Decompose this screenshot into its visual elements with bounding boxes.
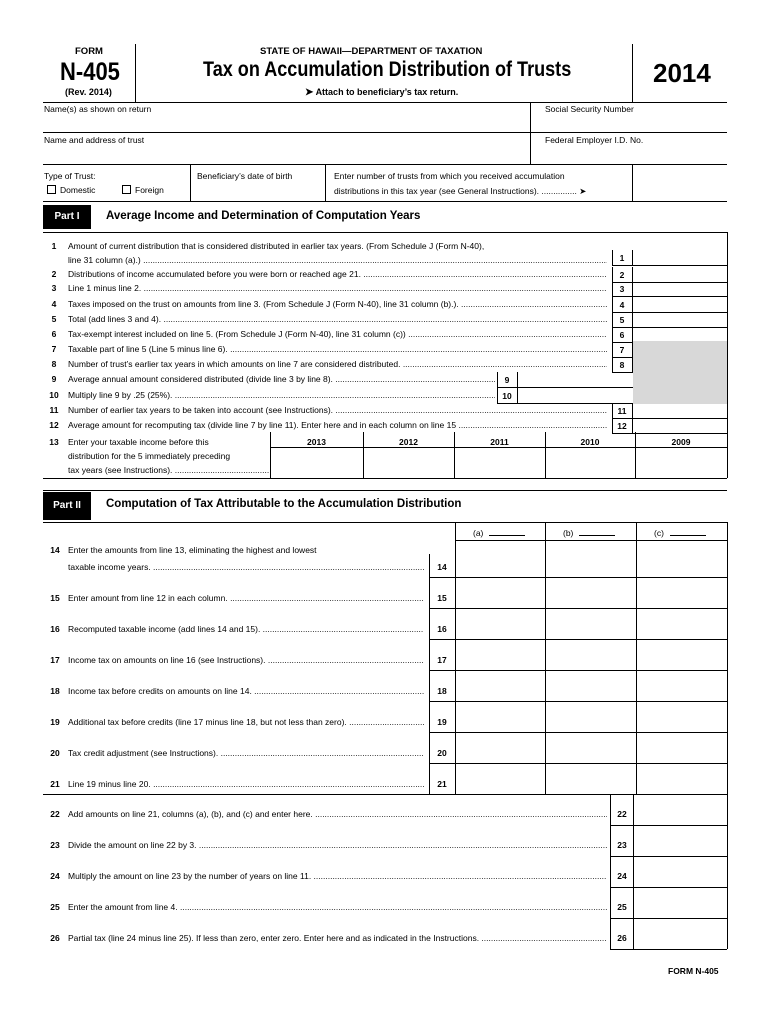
foreign-option[interactable] bbox=[122, 185, 164, 195]
line-24-number: 24 bbox=[50, 871, 60, 881]
line-8-text: Number of trust’s earlier tax years in which amounts on line 7 are considered distributed. ..... bbox=[68, 359, 607, 369]
line-17-number: 17 bbox=[50, 655, 60, 665]
line-1-input[interactable] bbox=[633, 250, 726, 265]
line-18-number: 18 bbox=[50, 686, 60, 696]
line-15-box-label: 15 bbox=[437, 593, 447, 603]
line-11-number: 11 bbox=[49, 405, 59, 415]
ssn-label: Social Security Number bbox=[545, 104, 634, 114]
arrow-right-icon: ➤ bbox=[305, 87, 314, 98]
line-25-input[interactable] bbox=[634, 888, 726, 917]
line-19-text: Additional tax before credits (line 17 minus line 18, but not less than zero). ..... bbox=[68, 717, 424, 727]
line-26-input[interactable] bbox=[634, 919, 726, 948]
form-number: N-405 bbox=[60, 58, 120, 86]
line-5-box-label: 5 bbox=[619, 315, 625, 325]
domestic-option[interactable] bbox=[47, 185, 95, 195]
line-3-input[interactable] bbox=[633, 281, 726, 296]
line-15-text: Enter amount from line 12 in each column. ..... bbox=[68, 593, 424, 603]
line-6-box-label: 6 bbox=[619, 330, 625, 340]
ssn-input[interactable] bbox=[532, 116, 727, 131]
line-3-box-label: 3 bbox=[619, 284, 625, 294]
line-7-box-label: 7 bbox=[619, 345, 625, 355]
line-23-number: 23 bbox=[50, 840, 60, 850]
part2-title: Computation of Tax Attributable to the Accumulation Distribution bbox=[106, 498, 462, 510]
line-21-box-label: 21 bbox=[437, 779, 447, 789]
line-4-box-label: 4 bbox=[619, 300, 625, 310]
line-4-input[interactable] bbox=[633, 297, 726, 312]
year-header-2009: 2009 bbox=[671, 437, 691, 447]
num-trusts-input[interactable] bbox=[634, 166, 727, 200]
address-input[interactable] bbox=[43, 147, 529, 163]
line-14-text: Enter the amounts from line 13, eliminating the highest and lowest bbox=[68, 545, 317, 555]
line-2-input[interactable] bbox=[633, 267, 726, 282]
line-6-number: 6 bbox=[51, 329, 57, 339]
line-18-input-c[interactable] bbox=[637, 671, 726, 700]
address-label: Name and address of trust bbox=[44, 135, 145, 145]
line-1-number: 1 bbox=[51, 241, 57, 251]
line-17-input-b[interactable] bbox=[546, 640, 635, 669]
dob-input[interactable] bbox=[192, 183, 322, 200]
line-18-text: Income tax before credits on amounts on line 14. ..... bbox=[68, 686, 424, 696]
line-24-box-label: 24 bbox=[617, 871, 627, 881]
line-19-input-b[interactable] bbox=[546, 702, 635, 731]
line-16-input-c[interactable] bbox=[637, 609, 726, 638]
names-label: Name(s) as shown on return bbox=[44, 104, 152, 114]
num-trusts-label-1: Enter number of trusts from which you received accumulation bbox=[334, 171, 565, 181]
line-22-input[interactable] bbox=[634, 795, 726, 824]
num-trusts-label-2-text: distributions in this tax year (see General Instructions). ............... bbox=[334, 186, 577, 196]
column-header-b: (b) bbox=[563, 528, 615, 538]
attach-note-text: Attach to beneficiary’s tax return. bbox=[315, 87, 459, 97]
line-2-text: Distributions of income accumulated before you were born or reached age 21. ..... bbox=[68, 269, 607, 279]
agency-name: STATE OF HAWAII—DEPARTMENT OF TAXATION bbox=[260, 46, 483, 57]
line-14-input-b[interactable] bbox=[546, 541, 635, 576]
line-15-number: 15 bbox=[50, 593, 60, 603]
line-23-box-label: 23 bbox=[617, 840, 627, 850]
line-21-text: Line 19 minus line 20. ..... bbox=[68, 779, 424, 789]
line-5-input[interactable] bbox=[633, 312, 726, 327]
line-16-input-b[interactable] bbox=[546, 609, 635, 638]
trust-type-label: Type of Trust: bbox=[44, 171, 96, 181]
line-17-box-label: 17 bbox=[437, 655, 447, 665]
line-17-text: Income tax on amounts on line 16 (see Instructions). ..... bbox=[68, 655, 424, 665]
fein-input[interactable] bbox=[532, 147, 727, 163]
line-14-number: 14 bbox=[50, 545, 60, 555]
column-header-a: (a) bbox=[473, 528, 525, 538]
line-19-input-c[interactable] bbox=[637, 702, 726, 731]
attach-note bbox=[305, 87, 458, 98]
line-3-text: Line 1 minus line 2. ..... bbox=[68, 283, 607, 293]
line-18-input-a[interactable] bbox=[456, 671, 544, 700]
domestic-label: Domestic bbox=[60, 185, 96, 195]
line-16-text: Recomputed taxable income (add lines 14 and 15). ..... bbox=[68, 624, 424, 634]
line-14-input-a[interactable] bbox=[456, 541, 544, 576]
line-20-number: 20 bbox=[50, 748, 60, 758]
line-5-text: Total (add lines 3 and 4). ..... bbox=[68, 314, 607, 324]
line-22-text: Add amounts on line 21, columns (a), (b), and (c) and enter here. ..... bbox=[68, 809, 607, 819]
line-8-number: 8 bbox=[51, 359, 57, 369]
line-23-text: Divide the amount on line 22 by 3. ..... bbox=[68, 840, 607, 850]
line-24-text: Multiply the amount on line 23 by the number of years on line 11. ..... bbox=[68, 871, 607, 881]
line-26-text: Partial tax (line 24 minus line 25). If less than zero, enter zero. Enter here and as indicated in the Instructions. ..... bbox=[68, 933, 607, 943]
line-15-input-b[interactable] bbox=[546, 578, 635, 607]
line-25-box-label: 25 bbox=[617, 902, 627, 912]
line-17-input-c[interactable] bbox=[637, 640, 726, 669]
year-header-2013: 2013 bbox=[307, 437, 326, 447]
line-12-number: 12 bbox=[49, 420, 59, 430]
line-10-number: 10 bbox=[49, 390, 59, 400]
line-23-input[interactable] bbox=[634, 826, 726, 855]
year-header-2010: 2010 bbox=[580, 437, 600, 447]
line-9-number: 9 bbox=[51, 374, 57, 384]
line-17-input-a[interactable] bbox=[456, 640, 544, 669]
line-15-input-a[interactable] bbox=[456, 578, 544, 607]
arrow-right-icon: ➤ bbox=[579, 186, 587, 196]
line-21-input-c[interactable] bbox=[637, 764, 726, 793]
line-11-text: Number of earlier tax years to be taken into account (see Instructions). ..... bbox=[68, 405, 607, 415]
line-4-text: Taxes imposed on the trust on amounts from line 3. (From Schedule J (Form N-40), line 31 column (b).). ..... bbox=[68, 299, 607, 309]
line-19-input-a[interactable] bbox=[456, 702, 544, 731]
line-4-number: 4 bbox=[51, 299, 57, 309]
line-18-input-b[interactable] bbox=[546, 671, 635, 700]
line-10-text: Multiply line 9 by .25 (25%). ..... bbox=[68, 390, 495, 400]
line-25-text: Enter the amount from line 4. ..... bbox=[68, 902, 607, 912]
form-footer: FORM N-405 bbox=[668, 966, 719, 976]
line-21-input-b[interactable] bbox=[546, 764, 635, 793]
line-19-box-label: 19 bbox=[437, 717, 447, 727]
line-11-box-label: 11 bbox=[617, 406, 627, 416]
line-14-input-c[interactable] bbox=[637, 541, 726, 576]
line-12-input[interactable] bbox=[633, 418, 726, 433]
line-9-input[interactable] bbox=[518, 372, 632, 387]
line-20-text: Tax credit adjustment (see Instructions). ..... bbox=[68, 748, 424, 758]
foreign-label: Foreign bbox=[135, 185, 164, 195]
line-10-input[interactable] bbox=[518, 388, 632, 403]
line-3-number: 3 bbox=[51, 283, 57, 293]
line-5-number: 5 bbox=[51, 314, 57, 324]
year-header-2011: 2011 bbox=[490, 437, 509, 447]
dob-label: Beneficiary’s date of birth bbox=[197, 171, 293, 181]
line-19-number: 19 bbox=[50, 717, 60, 727]
line-14-box-label: 14 bbox=[437, 562, 447, 572]
line-25-number: 25 bbox=[50, 902, 60, 912]
year-header-2012: 2012 bbox=[399, 437, 418, 447]
line-15-input-c[interactable] bbox=[637, 578, 726, 607]
line-9-box-label: 9 bbox=[504, 375, 510, 385]
line-13-text-3: tax years (see Instructions). ..... bbox=[68, 465, 269, 475]
line-16-box-label: 16 bbox=[437, 624, 447, 634]
line-24-input[interactable] bbox=[634, 857, 726, 886]
part2-label: Part II bbox=[43, 492, 91, 520]
part1-label: Part I bbox=[43, 205, 91, 229]
column-header-c: (c) bbox=[654, 528, 706, 538]
domestic-checkbox[interactable] bbox=[47, 185, 56, 194]
line-11-input[interactable] bbox=[633, 403, 726, 418]
line-6-text: Tax-exempt interest included on line 5. (From Schedule J (Form N-40), line 31 column (c)) ..... bbox=[68, 329, 607, 339]
line-22-number: 22 bbox=[50, 809, 60, 819]
part1-title: Average Income and Determination of Computation Years bbox=[106, 210, 421, 222]
line-26-number: 26 bbox=[50, 933, 60, 943]
line-13-input-2013[interactable] bbox=[271, 449, 362, 477]
form-label: FORM bbox=[75, 46, 103, 57]
foreign-checkbox[interactable] bbox=[122, 185, 131, 194]
fein-label: Federal Employer I.D. No. bbox=[545, 135, 644, 145]
line-1-text: Amount of current distribution that is considered distributed in earlier tax years. (From Schedule J (Form N-40), bbox=[68, 241, 485, 251]
line-22-box-label: 22 bbox=[617, 809, 627, 819]
line-2-number: 2 bbox=[51, 269, 57, 279]
line-16-input-a[interactable] bbox=[456, 609, 544, 638]
line-20-input-b[interactable] bbox=[546, 733, 635, 762]
line-13-input-2009[interactable] bbox=[636, 449, 726, 477]
line-12-text: Average amount for recomputing tax (divide line 7 by line 11). Enter here and in each column on line 15 ..... bbox=[68, 420, 607, 430]
line-13-input-2012[interactable] bbox=[364, 449, 453, 477]
line-8-box-label: 8 bbox=[619, 360, 625, 370]
names-input[interactable] bbox=[43, 116, 529, 131]
line-13-text-2: distribution for the 5 immediately preceding bbox=[68, 451, 231, 461]
line-13-input-2011[interactable] bbox=[455, 449, 544, 477]
line-1-box-label: 1 bbox=[619, 253, 625, 263]
line-10-box-label: 10 bbox=[502, 391, 512, 401]
line-13-text-1: Enter your taxable income before this bbox=[68, 437, 209, 447]
shaded-area bbox=[633, 341, 727, 404]
line-21-input-a[interactable] bbox=[456, 764, 544, 793]
line-7-text: Taxable part of line 5 (Line 5 minus line 6). ..... bbox=[68, 344, 607, 354]
line-16-number: 16 bbox=[50, 624, 60, 634]
line-13-number: 13 bbox=[49, 437, 59, 447]
line-26-box-label: 26 bbox=[617, 933, 627, 943]
num-trusts-label-2 bbox=[334, 186, 586, 197]
line-6-input[interactable] bbox=[633, 327, 726, 342]
line-21-number: 21 bbox=[50, 779, 60, 789]
line-12-box-label: 12 bbox=[617, 421, 627, 431]
line-20-input-c[interactable] bbox=[637, 733, 726, 762]
line-14-text-2: taxable income years. ..... bbox=[68, 562, 424, 572]
line-20-input-a[interactable] bbox=[456, 733, 544, 762]
line-9-text: Average annual amount considered distributed (divide line 3 by line 8). ..... bbox=[68, 374, 495, 384]
form-revision: (Rev. 2014) bbox=[65, 87, 112, 97]
tax-year: 2014 bbox=[653, 58, 711, 88]
line-7-number: 7 bbox=[51, 344, 57, 354]
line-20-box-label: 20 bbox=[437, 748, 447, 758]
line-2-box-label: 2 bbox=[619, 270, 625, 280]
form-title: Tax on Accumulation Distribution of Trusts bbox=[203, 58, 572, 81]
line-18-box-label: 18 bbox=[437, 686, 447, 696]
line-1-text-2: line 31 column (a).) ..... bbox=[68, 255, 607, 265]
line-13-input-2010[interactable] bbox=[546, 449, 634, 477]
